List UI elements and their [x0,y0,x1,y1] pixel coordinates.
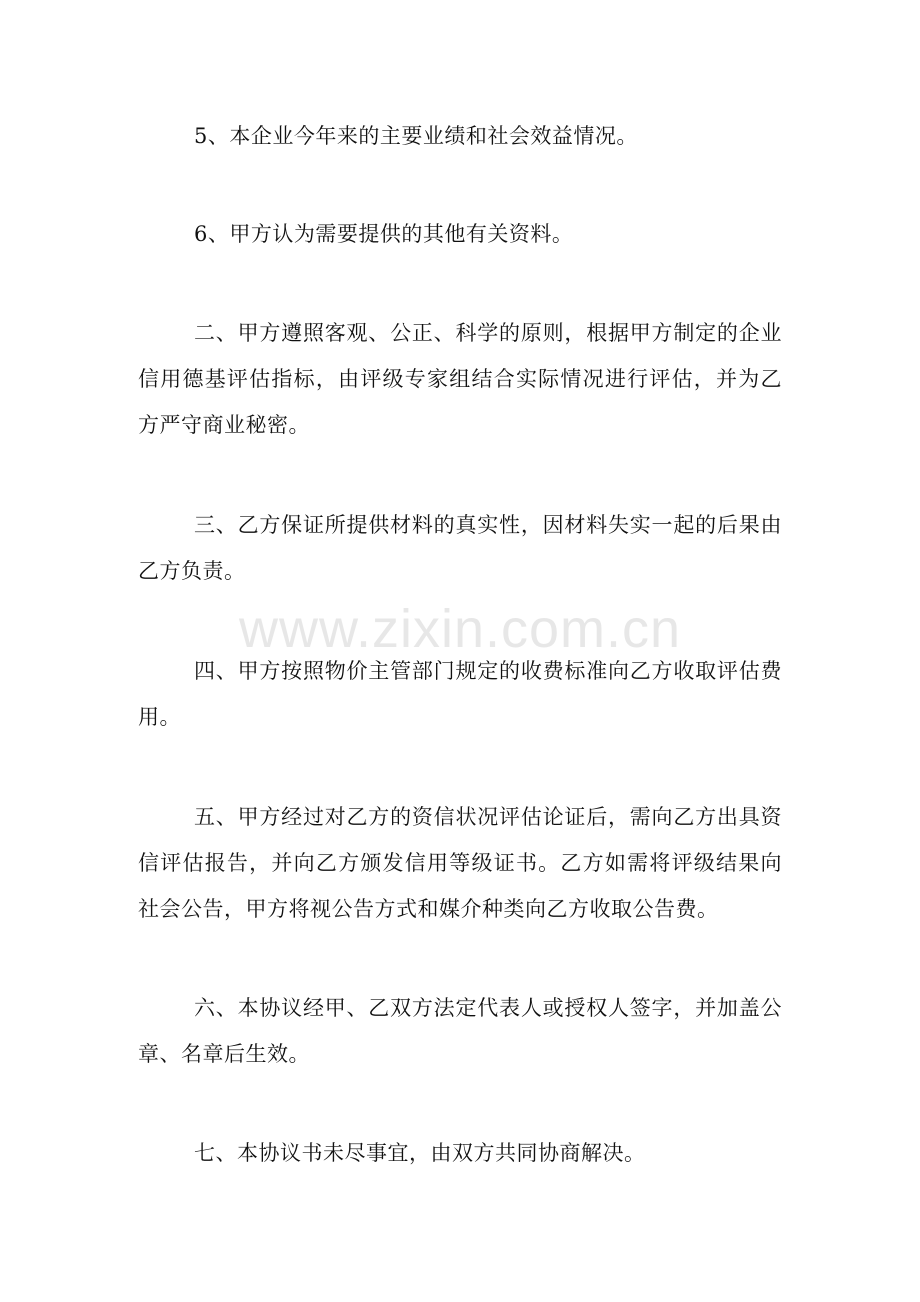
paragraph-clause-7: 七、本协议书未尽事宜，由双方共同协商解决。 [194,1141,646,1165]
paragraph-clause-5: 五、甲方经过对乙方的资信状况评估论证后，需向乙方出具资信评估报告，并向乙方颁发信用等级证书。乙方如需将评级结果向社会公告，甲方将视公告方式和媒介种类向乙方收取公告费。 [138,805,782,921]
paragraph-clause-6: 六、本协议经甲、乙双方法定代表人或授权人签字，并加盖公章、名章后生效。 [138,996,782,1066]
watermark-text: www.zixin.com.cn [238,599,682,659]
paragraph-clause-4: 四、甲方按照物价主管部门规定的收费标准向乙方收取评估费用。 [138,659,782,729]
paragraph-clause-3: 三、乙方保证所提供材料的真实性，因材料失实一起的后果由乙方负责。 [138,513,782,583]
paragraph-item-5: 5、本企业今年来的主要业绩和社会效益情况。 [194,124,638,148]
paragraph-clause-2: 二、甲方遵照客观、公正、科学的原则，根据甲方制定的企业信用德基评估指标，由评级专家组结合实际情况进行评估，并为乙方严守商业秘密。 [138,321,782,437]
paragraph-item-6: 6、甲方认为需要提供的其他有关资料。 [194,222,574,246]
